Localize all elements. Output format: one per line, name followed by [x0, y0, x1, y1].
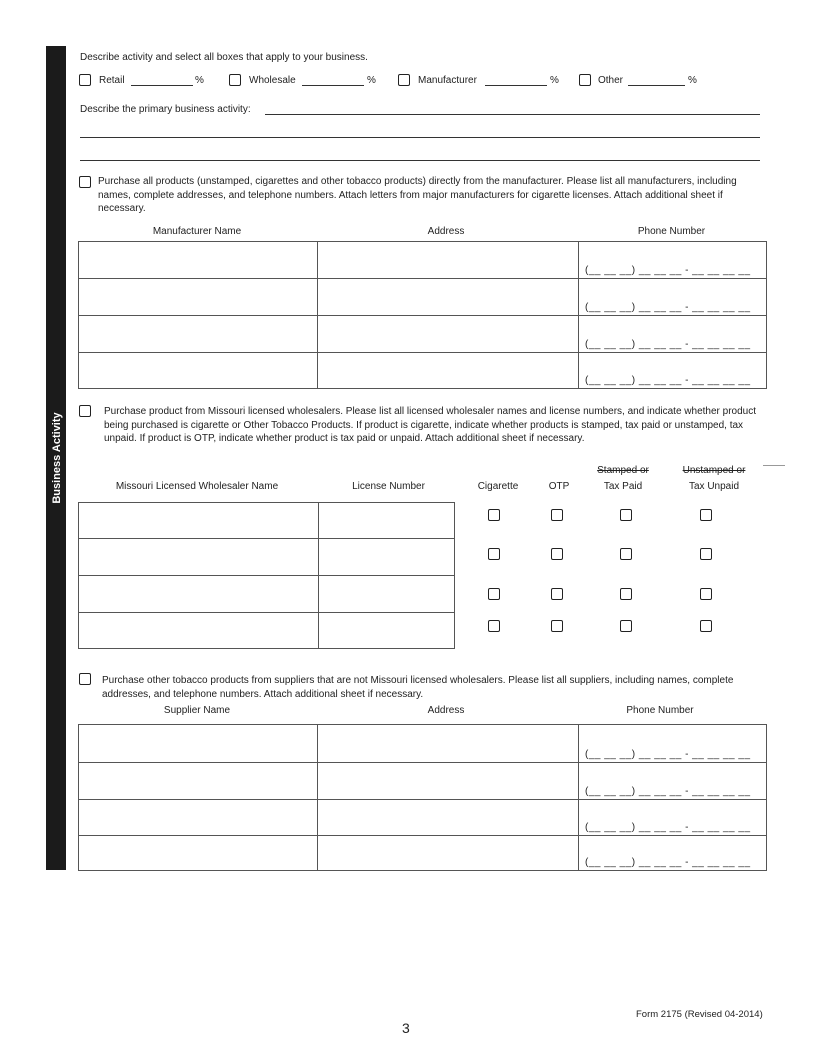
manufacturer-table — [78, 241, 767, 389]
manufacturer-address-cell[interactable] — [318, 242, 579, 279]
unstamped-header-top: Unstamped or — [682, 465, 746, 476]
supplier-name-header: Supplier Name — [163, 705, 231, 716]
license-number-cell[interactable] — [319, 539, 455, 576]
wholesaler-name-cell[interactable] — [79, 539, 319, 576]
table-row — [79, 353, 767, 389]
phone-format: (__ __ __) __ __ __ - __ __ __ __ — [585, 375, 751, 386]
supplier-address-cell[interactable] — [318, 836, 579, 871]
cigarette-checkbox[interactable] — [488, 620, 500, 632]
license-number-cell[interactable] — [319, 613, 455, 649]
wholesaler-name-cell[interactable] — [79, 613, 319, 649]
manufacturer-phone-cell[interactable] — [579, 279, 767, 316]
supplier-address-cell[interactable] — [318, 800, 579, 836]
cigarette-checkbox[interactable] — [488, 588, 500, 600]
manufacturer-phone-cell[interactable] — [579, 316, 767, 353]
manufacturer-phone-cell[interactable] — [579, 353, 767, 389]
unstamped-checkbox[interactable] — [700, 588, 712, 600]
phone-format: (__ __ __) __ __ __ - __ __ __ __ — [585, 749, 751, 760]
supplier-address-cell[interactable] — [318, 725, 579, 763]
table-row — [79, 576, 455, 613]
phone-format: (__ __ __) __ __ __ - __ __ __ __ — [585, 302, 751, 313]
wholesaler-name-cell[interactable] — [79, 503, 319, 539]
supplier-phone-header: Phone Number — [626, 705, 694, 716]
phone-format: (__ __ __) __ __ __ - __ __ __ __ — [585, 857, 751, 868]
other-label: Other — [598, 75, 624, 86]
retail-checkbox[interactable] — [79, 74, 91, 86]
manufacturer-checkbox[interactable] — [398, 74, 410, 86]
phone-format: (__ __ __) __ __ __ - __ __ __ __ — [585, 786, 751, 797]
primary-activity-field[interactable] — [265, 114, 760, 115]
table-row — [79, 613, 455, 649]
manufacturer-purchase-checkbox[interactable] — [79, 176, 91, 188]
other-percent-sign: % — [688, 75, 697, 86]
license-number-cell[interactable] — [319, 503, 455, 539]
supplier-phone-cell[interactable] — [579, 763, 767, 800]
stamped-checkbox[interactable] — [620, 509, 632, 521]
supplier-name-cell[interactable] — [79, 725, 318, 763]
form-id: Form 2175 (Revised 04-2014) — [636, 1009, 763, 1020]
unstamped-checkbox[interactable] — [700, 509, 712, 521]
phone-format: (__ __ __) __ __ __ - __ __ __ __ — [585, 822, 751, 833]
otp-checkbox[interactable] — [551, 509, 563, 521]
manufacturer-section-text: Purchase all products (unstamped, cigarettes and other tobacco products) directly from the manufacturer. Please list all manufacturers, including names, complete addresses, and telephone numbers. Attach letters from major manufacturers for cigarette licenses. Attach additional sheet if necessary. — [98, 176, 737, 214]
header-rule — [763, 465, 785, 466]
wholesaler-purchase-checkbox[interactable] — [79, 405, 91, 417]
phone-format: (__ __ __) __ __ __ - __ __ __ __ — [585, 339, 751, 350]
wholesale-percent-sign: % — [367, 75, 376, 86]
cigarette-checkbox[interactable] — [488, 548, 500, 560]
manufacturer-name-cell[interactable] — [79, 316, 318, 353]
manufacturer-address-cell[interactable] — [318, 316, 579, 353]
table-row — [79, 725, 767, 763]
supplier-phone-cell[interactable] — [579, 836, 767, 871]
wholesaler-name-cell[interactable] — [79, 576, 319, 613]
otp-checkbox[interactable] — [551, 620, 563, 632]
manufacturer-phone-header: Phone Number — [637, 226, 706, 237]
license-number-cell[interactable] — [319, 576, 455, 613]
wholesaler-section-text: Purchase product from Missouri licensed wholesalers. Please list all licensed wholesaler names and license numbers, and indicate whether product being purchased is cigarette or Other Tobacco Products. If product is cigarette, indicate whether products is stamped, tax paid or unstamped, tax unpaid. If product is OTP, indicate whether product is tax paid or unpaid. Attach additional sheet if necessary. — [104, 406, 756, 444]
supplier-address-cell[interactable] — [318, 763, 579, 800]
manufacturer-address-cell[interactable] — [318, 279, 579, 316]
cigarette-header: Cigarette — [477, 481, 519, 492]
wholesale-label: Wholesale — [249, 75, 296, 86]
sidebar-label: Business Activity — [51, 412, 63, 504]
table-row — [79, 836, 767, 871]
supplier-phone-cell[interactable] — [579, 725, 767, 763]
table-row — [79, 763, 767, 800]
primary-activity-line-2[interactable] — [80, 137, 760, 138]
primary-activity-label: Describe the primary business activity: — [80, 104, 251, 115]
manufacturer-phone-cell[interactable] — [579, 242, 767, 279]
otp-header: OTP — [548, 481, 570, 492]
table-row — [79, 800, 767, 836]
unstamped-checkbox[interactable] — [700, 620, 712, 632]
supplier-address-header: Address — [427, 705, 465, 716]
table-row — [79, 503, 455, 539]
table-row — [79, 279, 767, 316]
license-number-header: License Number — [352, 481, 425, 492]
table-row — [79, 539, 455, 576]
supplier-table — [78, 724, 767, 871]
cigarette-checkbox[interactable] — [488, 509, 500, 521]
manufacturer-label: Manufacturer — [418, 75, 477, 86]
unstamped-header-bottom: Tax Unpaid — [688, 481, 740, 492]
manufacturer-name-cell[interactable] — [79, 353, 318, 389]
otp-checkbox[interactable] — [551, 548, 563, 560]
otp-checkbox[interactable] — [551, 588, 563, 600]
supplier-section-text: Purchase other tobacco products from suppliers that are not Missouri licensed wholesalers. Please list all suppliers, including names, complete addresses, and telephone numbers. Attach additional sheet if necessary. — [102, 675, 734, 700]
other-checkbox[interactable] — [579, 74, 591, 86]
stamped-checkbox[interactable] — [620, 620, 632, 632]
retail-label: Retail — [99, 75, 125, 86]
manufacturer-name-cell[interactable] — [79, 279, 318, 316]
page-number: 3 — [402, 1020, 410, 1036]
stamped-checkbox[interactable] — [620, 588, 632, 600]
wholesaler-name-header: Missouri Licensed Wholesaler Name — [115, 481, 279, 492]
retail-percent-field[interactable] — [131, 85, 193, 86]
table-row — [79, 316, 767, 353]
stamped-header-bottom: Tax Paid — [603, 481, 643, 492]
manufacturer-name-cell[interactable] — [79, 242, 318, 279]
unstamped-checkbox[interactable] — [700, 548, 712, 560]
other-percent-field[interactable] — [628, 85, 685, 86]
manufacturer-percent-sign: % — [550, 75, 559, 86]
stamped-checkbox[interactable] — [620, 548, 632, 560]
stamped-header-top: Stamped or — [597, 465, 649, 476]
supplier-name-cell[interactable] — [79, 800, 318, 836]
supplier-phone-cell[interactable] — [579, 800, 767, 836]
table-row — [79, 242, 767, 279]
wholesaler-table — [78, 502, 455, 649]
phone-format: (__ __ __) __ __ __ - __ __ __ __ — [585, 265, 751, 276]
wholesale-percent-field[interactable] — [302, 85, 364, 86]
supplier-name-cell[interactable] — [79, 763, 318, 800]
primary-activity-line-3[interactable] — [80, 160, 760, 161]
manufacturer-percent-field[interactable] — [485, 85, 547, 86]
activity-instruction: Describe activity and select all boxes that apply to your business. — [80, 52, 368, 63]
retail-percent-sign: % — [195, 75, 204, 86]
manufacturer-address-header: Address — [427, 226, 465, 237]
wholesale-checkbox[interactable] — [229, 74, 241, 86]
manufacturer-address-cell[interactable] — [318, 353, 579, 389]
manufacturer-name-header: Manufacturer Name — [152, 226, 242, 237]
supplier-purchase-checkbox[interactable] — [79, 673, 91, 685]
supplier-name-cell[interactable] — [79, 836, 318, 871]
